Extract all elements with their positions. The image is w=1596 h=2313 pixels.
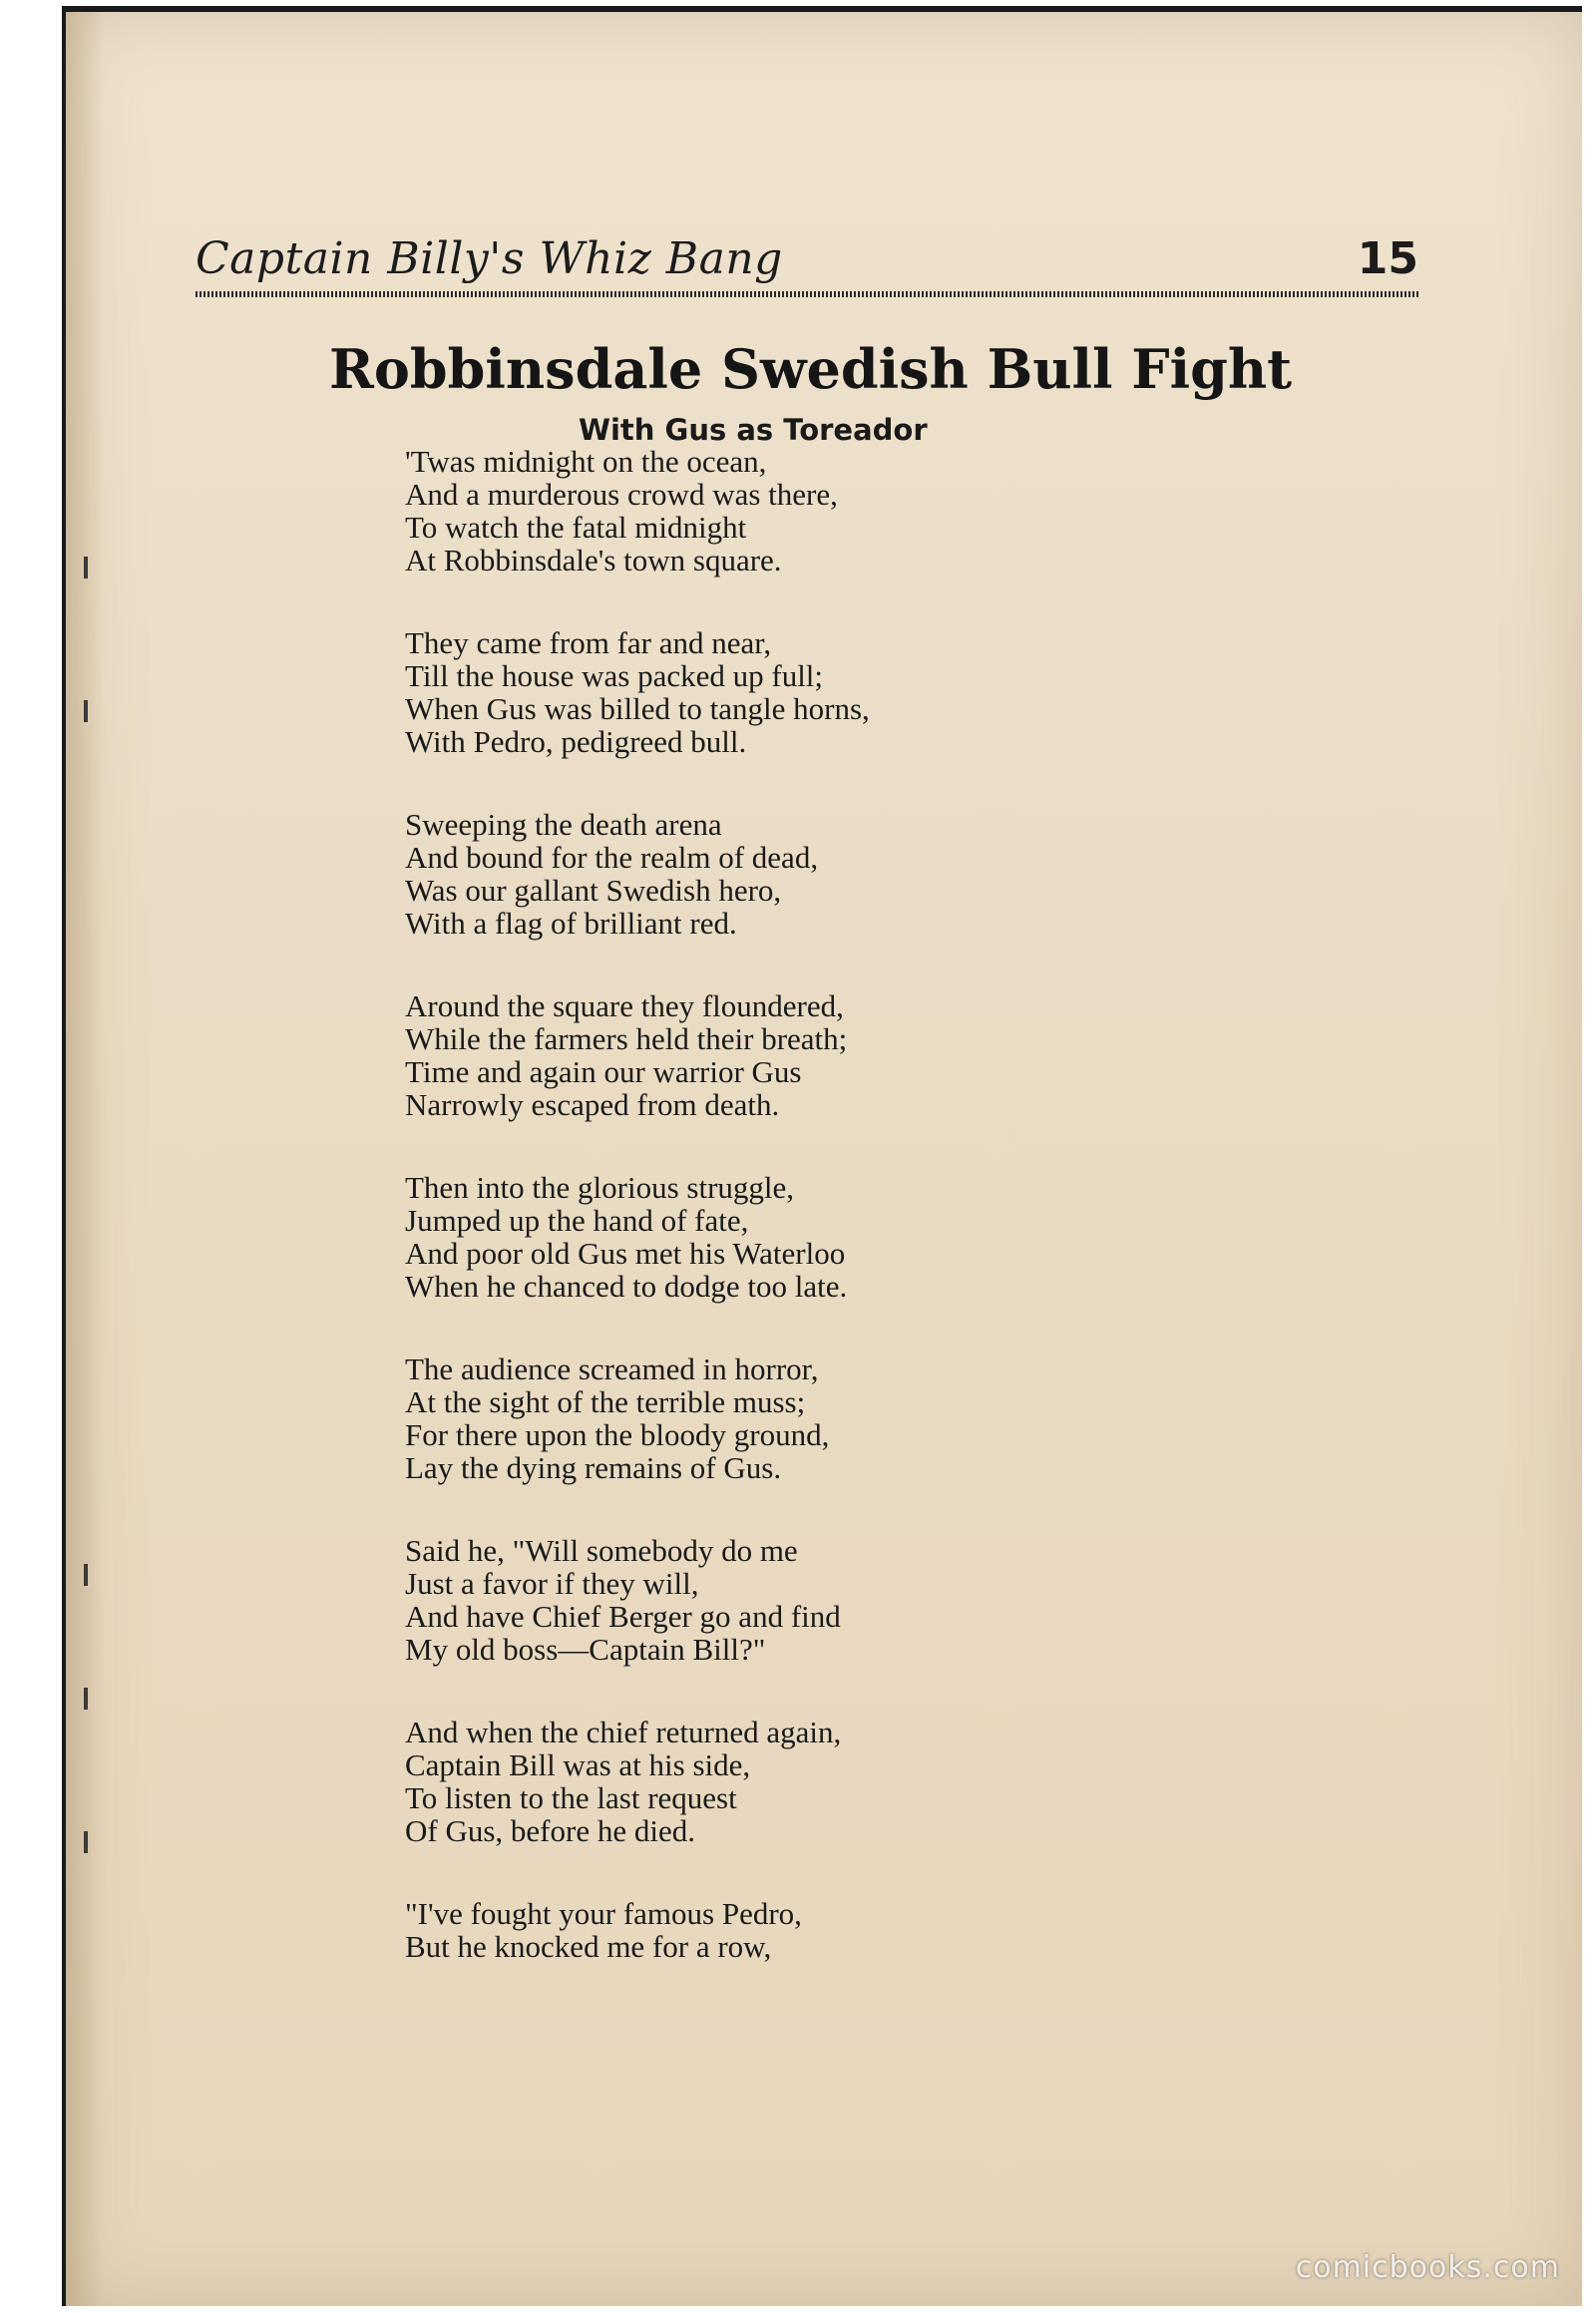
stanza <box>405 1171 1303 1303</box>
stanza <box>405 1352 1303 1484</box>
poem-line: When Gus was billed to tangle horns, <box>405 691 870 726</box>
article-title: Robbinsdale Swedish Bull Fight <box>329 337 1293 401</box>
stanza <box>405 1897 1303 1963</box>
source-watermark: comicbooks.com <box>1295 2250 1560 2285</box>
poem-line: "I've fought your famous Pedro, <box>405 1896 802 1931</box>
poem-line: Time and again our warrior Gus <box>405 1054 802 1089</box>
stanza <box>405 1534 1303 1666</box>
poem-line: Then into the glorious struggle, <box>405 1170 795 1205</box>
poem-line: Lay the dying remains of Gus. <box>405 1450 782 1485</box>
poem-line: For there upon the bloody ground, <box>405 1417 830 1452</box>
poem-line: My old boss—Captain Bill?" <box>405 1632 766 1667</box>
running-title: Captain Billy's Whiz Bang <box>196 233 783 284</box>
stanza <box>405 808 1303 940</box>
poem-line: At Robbinsdale's town square. <box>405 543 782 578</box>
poem-line: And when the chief returned again, <box>405 1715 842 1749</box>
poem-line: Was our gallant Swedish hero, <box>405 873 782 908</box>
poem-line: And bound for the realm of dead, <box>405 840 819 875</box>
stanza <box>405 989 1303 1121</box>
poem-line: To watch the fatal midnight <box>405 510 747 545</box>
poem-line: While the farmers held their breath; <box>405 1021 848 1056</box>
poem-line: Till the house was packed up full; <box>405 658 824 693</box>
stanza <box>405 445 1303 577</box>
poem-line: And have Chief Berger go and find <box>405 1599 841 1634</box>
poem-line: 'Twas midnight on the ocean, <box>405 444 767 479</box>
poem-line: But he knocked me for a row, <box>405 1929 772 1964</box>
poem-line: Of Gus, before he died. <box>405 1813 695 1848</box>
poem-line: Jumped up the hand of fate, <box>405 1203 749 1238</box>
page-number: 15 <box>1357 233 1418 284</box>
stanza <box>405 626 1303 758</box>
poem-line: At the sight of the terrible muss; <box>405 1384 806 1419</box>
poem-line: Sweeping the death arena <box>405 807 722 842</box>
poem-line: Captain Bill was at his side, <box>405 1747 751 1782</box>
header-rule <box>196 291 1418 297</box>
poem-line: Said he, "Will somebody do me <box>405 1533 798 1568</box>
stanza <box>405 1716 1303 1847</box>
poem-line: To listen to the last request <box>405 1780 737 1815</box>
poem-line: When he chanced to dodge too late. <box>405 1269 848 1304</box>
article-subtitle: With Gus as Toreador <box>579 413 928 447</box>
running-header <box>196 225 1418 285</box>
poem-line: With Pedro, pedigreed bull. <box>405 724 747 759</box>
poem-line: With a flag of brilliant red. <box>405 906 737 941</box>
poem-line: Just a favor if they will, <box>405 1566 699 1601</box>
poem-line: Around the square they floundered, <box>405 988 844 1023</box>
poem-line: And a murderous crowd was there, <box>405 477 838 512</box>
poem-line: They came from far and near, <box>405 625 772 660</box>
poem-line: Narrowly escaped from death. <box>405 1087 780 1122</box>
poem-line: The audience screamed in horror, <box>405 1351 819 1386</box>
poem-body <box>405 445 1303 2013</box>
poem-line: And poor old Gus met his Waterloo <box>405 1236 846 1271</box>
